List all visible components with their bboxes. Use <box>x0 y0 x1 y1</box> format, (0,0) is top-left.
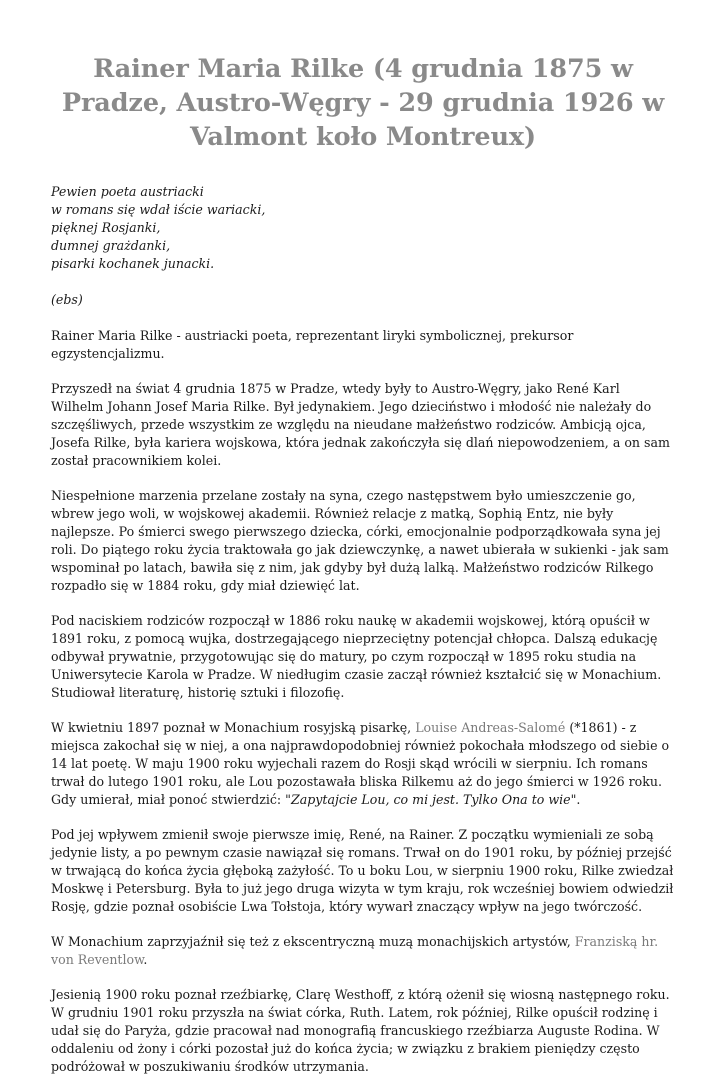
paragraph-marriage: Jesienią 1900 roku poznał rzeźbiarkę, Clarę Westhoff, z którą ożenił się wiosną następnego roku. W grudniu 1901 roku przyszła na świat córka, Ruth. Latem, rok później, Rilke opuścił rodzinę i udał się do Paryża, gdzie pracował nad monografią francuskiego rzeźbiarza Auguste Rodina. W oddaleniu od żony i córki pozostał już do końca życia; w związku z brakiem pieniędzy często podróżował w poszukiwaniu środków utrzymania. <box>51 987 670 1074</box>
link-franziska-reventlow[interactable]: Franziską hr. von Reventlow <box>51 934 659 967</box>
paragraph-lou <box>51 719 675 809</box>
paragraph-childhood: Przyszedł na świat 4 grudnia 1875 w Pradze, wtedy były to Austro-Węgry, jako René Karl Wilhelm Johann Josef Maria Rilke. Był jedynakiem. Jego dzieciństwo i młodość nie należały do szczęśliwych, przede wszystkim ze względu na nieudane małżeństwo rodziców. Ambicją ojca, Josefa Rilke, była kariera wojskowa, która jednak zakończyła się dlań niepowodzeniem, a on sam został pracownikiem kolei. <box>51 381 670 468</box>
poem-line: Pewien poeta austriacki <box>51 184 204 199</box>
paragraph-munich <box>51 933 675 969</box>
link-louise-andreas-salome[interactable]: Louise Andreas-Salomé <box>415 720 566 735</box>
paragraph-text: W Monachium zaprzyjaźnił się też z ekscentryczną muzą monachijskich artystów, <box>51 934 575 949</box>
paragraph-rainer: Pod jej wpływem zmienił swoje pierwsze imię, René, na Rainer. Z początku wymieniali ze sobą jedynie listy, a po pewnym czasie nawiązał się romans. Trwał on do 1901 roku, by później przejść w trwającą do końca życia głęboką zażyłość. To u boku Lou, w sierpniu 1900 roku, Rilke zwiedzał Moskwę i Petersburg. Była to już jego druga wizyta w tym kraju, rok wcześniej bowiem odwiedził Rosję, gdzie poznał osobiście Lwa Tołstoja, który wywarł znaczący wpływ na jego twórczość. <box>51 827 674 914</box>
poem-line: pięknej Rosjanki, <box>51 220 161 235</box>
paragraph-parents: Niespełnione marzenia przelane zostały na syna, czego następstwem było umieszczenie go, wbrew jego woli, w wojskowej akademii. Również relacje z matką, Sophią Entz, nie były najlepsze. Po śmierci swego pierwszego dziecka, córki, emocjonalnie podporządkowała syna jej roli. Do piątego roku życia traktowała go jak dziewczynkę, a nawet ubierała w sukienki - jak sam wspominał po latach, bawiła się z nim, jak gdyby był dużą lalką. Małżeństwo rodziców Rilkego rozpadło się w 1884 roku, gdy miał dziewięć lat. <box>51 488 669 593</box>
poem-line: w romans się wdał iście wariacki, <box>51 202 266 217</box>
page-title: Rainer Maria Rilke (4 grudnia 1875 w Pradze, Austro-Węgry - 29 grudnia 1926 w Valmont koło Montreux) <box>61 54 665 152</box>
poem-line: dumnej grażdanki, <box>51 238 171 253</box>
paragraph-text: ". <box>570 792 581 807</box>
poem-author: (ebs) <box>51 292 83 307</box>
poem <box>51 183 675 273</box>
paragraph-education: Pod naciskiem rodziców rozpoczął w 1886 roku naukę w akademii wojskowej, którą opuścił w 1891 roku, z pomocą wujka, dostrzegającego nieprzeciętny potencjał chłopca. Dalszą edukację odbywał prywatnie, przygotowując się do matury, po czym rozpoczął w 1895 roku studia na Uniwersytecie Karola w Pradze. W niedługim czasie zaczął również kształcić się w Monachium. Studiował literaturę, historię sztuki i filozofię. <box>51 613 662 700</box>
paragraph-text: . <box>143 952 148 967</box>
poem-line: pisarki kochanek junacki. <box>51 256 215 271</box>
quote: Zapytajcie Lou, co mi jest. Tylko Ona to wie <box>290 792 571 807</box>
paragraph-text: (*1861) - z miejsca zakochał się w niej, a ona najprawdopodobniej również pokochała młodszego od siebie o 14 lat poetę. W maju 1900 roku wyjechali razem do Rosji skąd wrócili w sierpniu. Ich romans trwał do lutego 1901 roku, ale Lou pozostawała bliska Rilkemu aż do jego śmierci w 1926 roku. Gdy umierał, miał ponoć stwierdzić: " <box>51 720 670 807</box>
paragraph-intro: Rainer Maria Rilke - austriacki poeta, reprezentant liryki symbolicznej, prekursor egzystencjalizmu. <box>51 328 574 361</box>
paragraph-text: W kwietniu 1897 poznał w Monachium rosyjską pisarkę, <box>51 720 416 735</box>
